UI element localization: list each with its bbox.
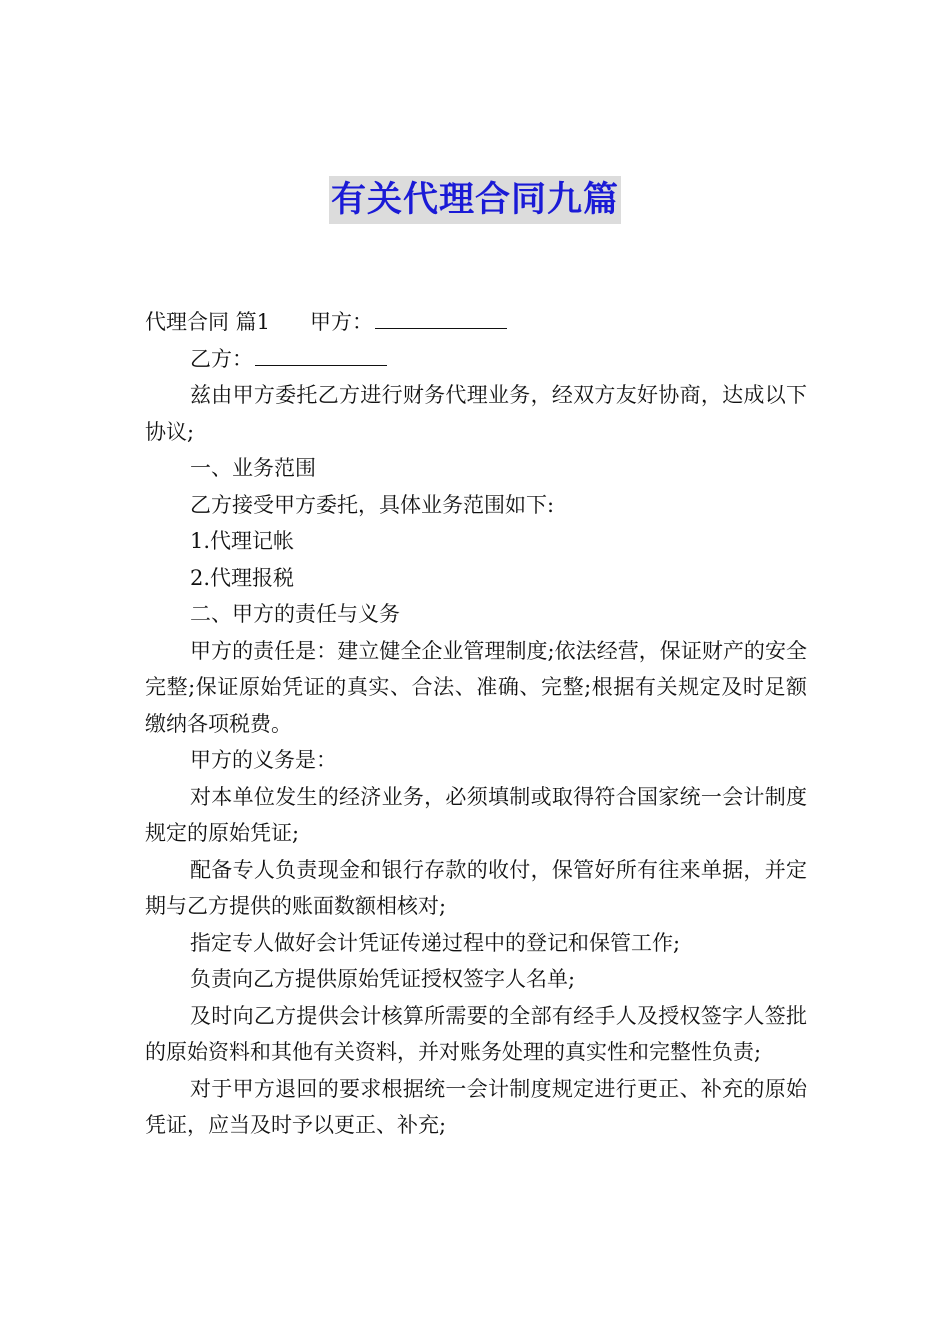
- paragraph: 甲方的责任是：建立健全企业管理制度;依法经营，保证财产的安全完整;保证原始凭证的真实、合法、准确、完整;根据有关规定及时足额缴纳各项税费。: [145, 638, 807, 736]
- paragraph: 及时向乙方提供会计核算所需要的全部有经手人及授权签字人签批的原始资料和其他有关资料，并对账务处理的真实性和完整性负责;: [145, 1003, 807, 1064]
- section-heading: 一、业务范围: [190, 456, 316, 480]
- paragraph: 甲方的义务是：: [190, 748, 337, 772]
- page-title: 有关代理合同九篇: [329, 176, 621, 224]
- party-b-line: [145, 341, 807, 378]
- title-wrap: [0, 176, 950, 224]
- paragraph: 指定专人做好会计凭证传递过程中的登记和保管工作;: [190, 930, 681, 955]
- paragraph: 负责向乙方提供原始凭证授权签字人名单;: [190, 967, 576, 991]
- heading-line: [145, 304, 807, 341]
- party-b-label: 乙方：: [190, 346, 253, 371]
- paragraph: 对本单位发生的经济业务，必须填制或取得符合国家统一会计制度规定的原始凭证;: [145, 784, 807, 845]
- party-b-blank: [255, 345, 387, 366]
- paragraph: 兹由甲方委托乙方进行财务代理业务，经双方友好协商，达成以下协议;: [145, 383, 807, 444]
- paragraph: 乙方接受甲方委托，具体业务范围如下:: [190, 492, 555, 517]
- list-item: 1.代理记帐: [190, 529, 295, 553]
- paragraph: 对于甲方退回的要求根据统一会计制度规定进行更正、补充的原始凭证，应当及时予以更正、补充;: [145, 1076, 807, 1137]
- paragraph: 配备专人负责现金和银行存款的收付，保管好所有往来单据，并定期与乙方提供的账面数额相核对;: [145, 857, 807, 918]
- party-a-blank: [375, 308, 507, 329]
- section-heading: 二、甲方的责任与义务: [190, 602, 400, 626]
- list-item: 2.代理报税: [190, 565, 295, 590]
- party-a-label: 甲方：: [310, 310, 374, 334]
- document-body: [145, 304, 807, 1144]
- section-label: 代理合同 篇1: [145, 310, 271, 334]
